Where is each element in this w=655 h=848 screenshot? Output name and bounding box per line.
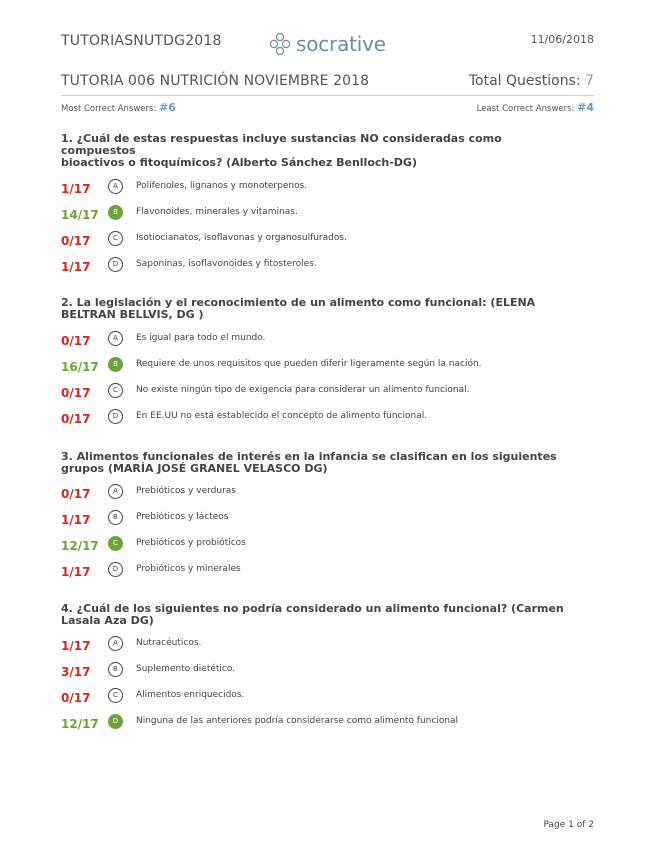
answer-score: 0/17 bbox=[61, 334, 91, 348]
total-questions-label: Total Questions: bbox=[468, 73, 586, 89]
question-text-line: 1. ¿Cuál de estas respuestas incluye sustancias NO consideradas como bbox=[61, 132, 502, 145]
option-letter-icon: C bbox=[108, 231, 123, 246]
most-correct-label: Most Correct Answers: bbox=[61, 104, 160, 114]
answer-score: 1/17 bbox=[61, 182, 91, 196]
answer-option bbox=[61, 662, 581, 682]
answer-option bbox=[61, 179, 581, 199]
least-correct-answers bbox=[477, 101, 594, 114]
answer-score: 1/17 bbox=[61, 513, 91, 527]
most-correct-value: #6 bbox=[159, 101, 176, 114]
report-date: 11/06/2018 bbox=[530, 33, 594, 46]
question-4 bbox=[61, 602, 581, 731]
option-letter-icon: D bbox=[108, 257, 123, 272]
answer-option bbox=[61, 688, 581, 708]
answer-text: Alimentos enriquecidos. bbox=[136, 690, 245, 700]
question-text-line: Lasala Aza DG) bbox=[61, 614, 154, 627]
question-2 bbox=[61, 296, 581, 426]
option-letter-icon: B bbox=[108, 510, 123, 525]
answer-text: Ninguna de las anteriores podría considerarse como alimento funcional bbox=[136, 716, 459, 726]
option-letter-icon: C bbox=[108, 688, 123, 703]
socrative-hex-icon bbox=[268, 32, 292, 56]
page-number: Page 1 of 2 bbox=[543, 820, 594, 830]
answer-text: En EE.UU no está establecido el concepto de alimento funcional. bbox=[136, 411, 428, 421]
answer-text: Nutracéuticos. bbox=[136, 638, 202, 648]
socrative-logo bbox=[268, 32, 386, 56]
answer-option bbox=[61, 510, 581, 530]
answer-text: Prebióticos y verduras bbox=[136, 486, 236, 496]
option-letter-icon: D bbox=[108, 562, 123, 577]
answer-score: 0/17 bbox=[61, 412, 91, 426]
answer-score: 0/17 bbox=[61, 487, 91, 501]
answer-text: Probióticos y minerales bbox=[136, 564, 241, 574]
answer-option bbox=[61, 357, 581, 377]
answer-score: 0/17 bbox=[61, 386, 91, 400]
answer-text: Prebióticos y lácteos bbox=[136, 512, 229, 522]
option-letter-icon: A bbox=[108, 636, 123, 651]
question-text-line: bioactivos o fitoquímicos? (Alberto Sánchez Benlloch-DG) bbox=[61, 156, 417, 169]
answer-option bbox=[61, 484, 581, 504]
answer-option bbox=[61, 409, 581, 429]
question-1 bbox=[61, 132, 581, 274]
question-text-line: grupos (MARÍA JOSÉ GRANEL VELASCO DG) bbox=[61, 462, 328, 475]
answer-text: Suplemento dietético. bbox=[136, 664, 236, 674]
option-letter-icon: A bbox=[108, 331, 123, 346]
least-correct-value: #4 bbox=[577, 101, 594, 114]
correct-option-letter-icon: B bbox=[108, 357, 123, 372]
least-correct-label: Least Correct Answers: bbox=[476, 104, 578, 114]
answer-score: 1/17 bbox=[61, 565, 91, 579]
answer-option bbox=[61, 636, 581, 656]
answer-score: 16/17 bbox=[61, 360, 99, 374]
answer-score: 12/17 bbox=[61, 539, 99, 553]
answer-text: Prebióticos y probióticos bbox=[136, 538, 246, 548]
account-name: TUTORIASNUTDG2018 bbox=[61, 33, 222, 49]
answer-score: 0/17 bbox=[61, 691, 91, 705]
answer-option bbox=[61, 205, 581, 225]
correct-option-letter-icon: C bbox=[108, 536, 123, 551]
option-letter-icon: A bbox=[108, 179, 123, 194]
answer-text: Isotiocianatos, isoflavonas y organosulfurados. bbox=[136, 233, 347, 243]
answer-score: 3/17 bbox=[61, 665, 91, 679]
option-letter-icon: B bbox=[108, 662, 123, 677]
header-divider bbox=[61, 95, 594, 96]
answer-option bbox=[61, 562, 581, 582]
answer-option bbox=[61, 383, 581, 403]
answer-option bbox=[61, 231, 581, 251]
question-text-line: compuestos bbox=[61, 144, 136, 157]
answer-option bbox=[61, 331, 581, 351]
total-questions bbox=[469, 73, 594, 89]
answer-option bbox=[61, 536, 581, 556]
question-text-line: 4. ¿Cuál de los siguientes no podría considerado un alimento funcional? (Carmen bbox=[61, 602, 564, 615]
page-title: TUTORIA 006 NUTRICIÓN NOVIEMBRE 2018 bbox=[61, 73, 370, 89]
correct-option-letter-icon: B bbox=[108, 205, 123, 220]
answer-text: No existe ningún tipo de exigencia para considerar un alimento funcional. bbox=[136, 385, 470, 395]
answer-score: 12/17 bbox=[61, 717, 99, 731]
option-letter-icon: D bbox=[108, 409, 123, 424]
question-3 bbox=[61, 450, 581, 579]
total-questions-value: 7 bbox=[585, 73, 594, 89]
most-correct-answers bbox=[61, 101, 176, 114]
answer-score: 1/17 bbox=[61, 639, 91, 653]
question-text-line: BELTRAN BELLVIS, DG ) bbox=[61, 308, 204, 321]
question-text-line: 2. La legislación y el reconocimiento de un alimento como funcional: (ELENA bbox=[61, 296, 536, 309]
answer-text: Requiere de unos requisitos que pueden diferir ligeramente según la nación. bbox=[136, 359, 482, 369]
answer-score: 1/17 bbox=[61, 260, 91, 274]
answer-option bbox=[61, 714, 581, 734]
logo-text: socrative bbox=[296, 32, 386, 56]
answer-text: Es igual para todo el mundo. bbox=[136, 333, 266, 343]
answer-text: Polifenoles, lignanos y monoterpenos. bbox=[136, 181, 308, 191]
correct-option-letter-icon: D bbox=[108, 714, 123, 729]
answer-score: 14/17 bbox=[61, 208, 99, 222]
answer-text: Saponinas, isoflavonoides y fitosteroles. bbox=[136, 259, 317, 269]
answer-score: 0/17 bbox=[61, 234, 91, 248]
question-text-line: 3. Alimentos funcionales de interés en la infancia se clasifican en los siguientes bbox=[61, 450, 557, 463]
answer-option bbox=[61, 257, 581, 277]
option-letter-icon: C bbox=[108, 383, 123, 398]
answer-text: Flavonoides, minerales y vitaminas. bbox=[136, 207, 298, 217]
option-letter-icon: A bbox=[108, 484, 123, 499]
